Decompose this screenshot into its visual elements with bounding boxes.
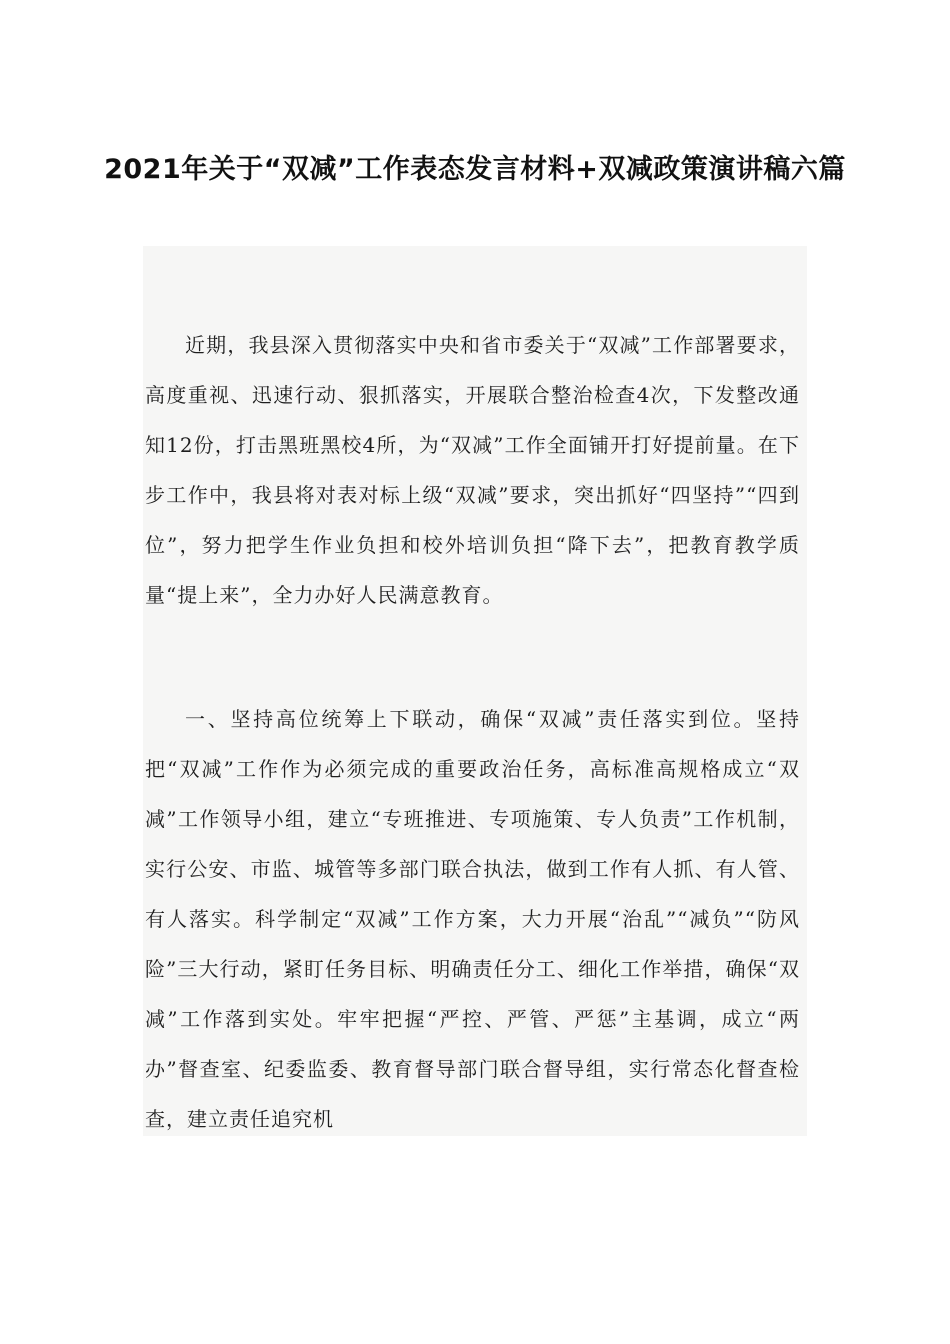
body-paragraph: 一、坚持高位统筹上下联动，确保“双减”责任落实到位。坚持把“双减”工作作为必须完成的重要政治任务，高标准高规格成立“双减”工作领导小组，建立“专班推进、专项施策、专人负责”工作机制，实行公安、市监、城管等多部门联合执法，做到工作有人抓、有人管、有人落实。科学制定“双减”工作方案，大力开展“治乱”“减负”“防风险”三大行动，紧盯任务目标、明确责任分工、细化工作举措，确保“双减”工作落到实处。牢牢把握“严控、严管、严惩”主基调，成立“两办”督查室、纪委监委、教育督导部门联合督导组，实行常态化督查检查，建立责任追究机 bbox=[145, 707, 800, 1131]
document-title: 2021年关于“双减”工作表态发言材料+双减政策演讲稿六篇 bbox=[104, 154, 846, 186]
body-paragraph: 近期，我县深入贯彻落实中央和省市委关于“双减”工作部署要求，高度重视、迅速行动、狠抓落实，开展联合整治检查4次，下发整改通知12份，打击黑班黑校4所，为“双减”工作全面铺开打好提前量。在下步工作中，我县将对表对标上级“双减”要求，突出抓好“四坚持”“四到位”，努力把学生作业负担和校外培训负担“降下去”，把教育教学质量“提上来”，全力办好人民满意教育。 bbox=[145, 333, 800, 607]
